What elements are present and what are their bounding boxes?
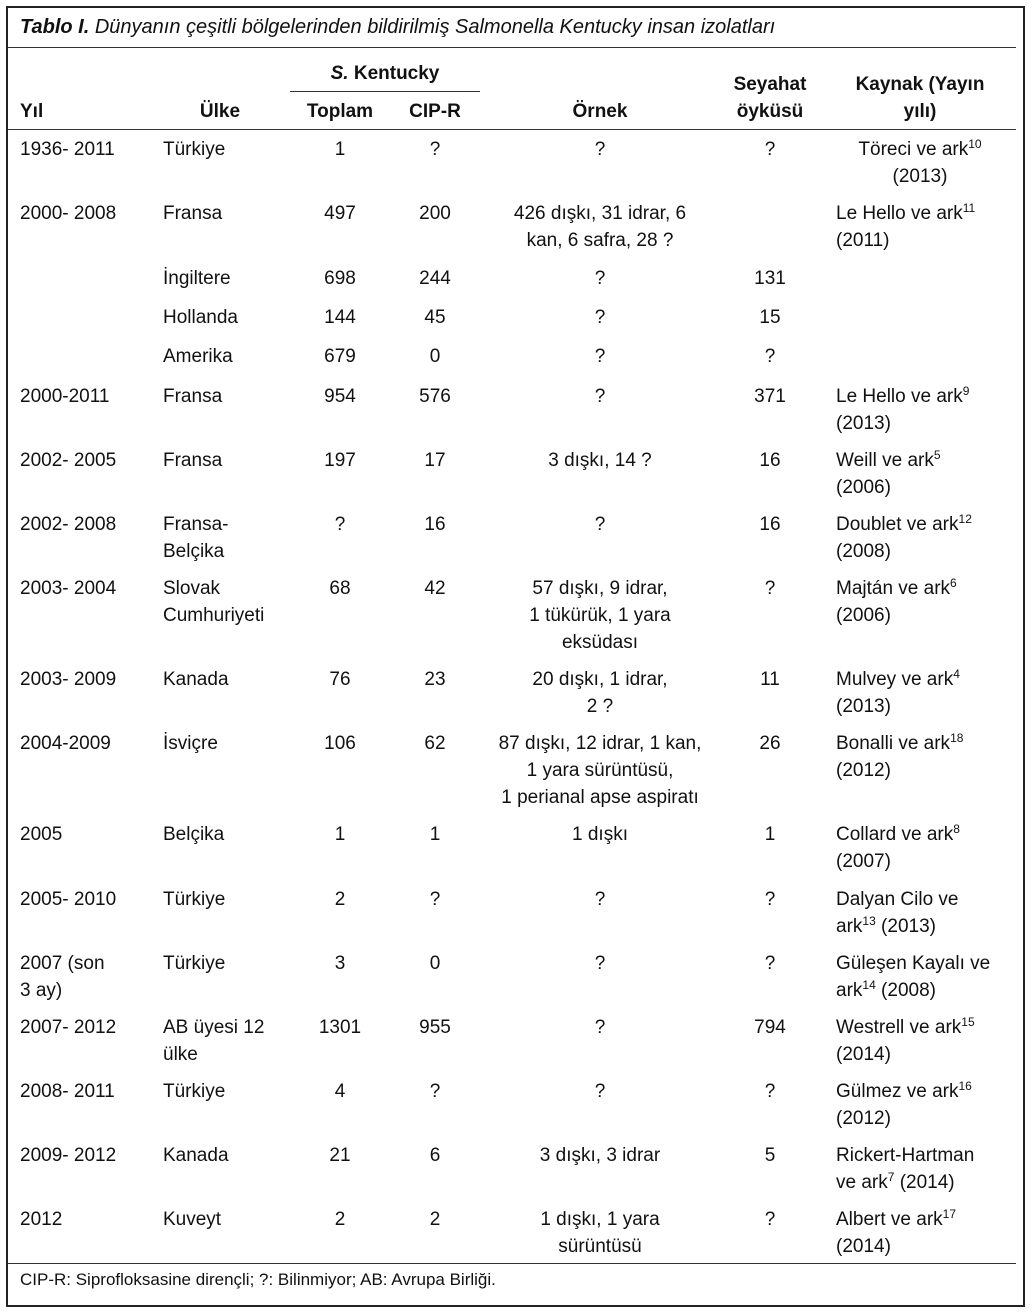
source-year: (2014) bbox=[836, 1044, 891, 1065]
header-s-kentucky: S. Kentucky bbox=[330, 63, 440, 84]
source-ref: 12 bbox=[958, 512, 972, 526]
source-author: Rickert-Hartman ve ark bbox=[836, 1145, 975, 1193]
cell-year: 2000-2011 bbox=[20, 386, 110, 407]
cell-sample: ? bbox=[594, 386, 606, 407]
source-ref: 9 bbox=[962, 384, 970, 398]
cell-total: 1301 bbox=[318, 1017, 362, 1038]
source-ref: 7 bbox=[887, 1170, 895, 1184]
cell-sample: ? bbox=[594, 953, 606, 974]
cell-sample: 426 dışkı, 31 idrar, 6 kan, 6 safra, 28 ? bbox=[513, 203, 687, 251]
cell-source bbox=[836, 730, 1016, 784]
cell-country: Kanada bbox=[163, 669, 229, 690]
cell-country: Hollanda bbox=[163, 307, 238, 328]
cell-country: Slovak Cumhuriyeti bbox=[163, 578, 265, 626]
cell-cipr: 0 bbox=[429, 953, 441, 974]
caption-label: Tablo I. bbox=[20, 16, 90, 38]
cell-total: 3 bbox=[334, 953, 346, 974]
cell-country: Fransa bbox=[163, 203, 223, 224]
cell-total: 698 bbox=[324, 268, 356, 289]
source-ref: 16 bbox=[958, 1079, 972, 1093]
cell-year: 2002- 2008 bbox=[20, 514, 117, 535]
cell-cipr: 200 bbox=[419, 203, 451, 224]
cell-travel: 16 bbox=[759, 514, 781, 535]
source-year: (2012) bbox=[836, 1108, 891, 1129]
cell-source bbox=[836, 886, 1016, 940]
cell-year: 2005 bbox=[20, 824, 63, 845]
source-ref: 8 bbox=[953, 822, 960, 836]
cell-country: Türkiye bbox=[163, 953, 226, 974]
cell-sample: 87 dışkı, 12 idrar, 1 kan, 1 yara sürüntüsü, 1 perianal apse aspiratı bbox=[498, 733, 702, 808]
cell-cipr: 62 bbox=[424, 733, 446, 754]
cell-sample: 57 dışkı, 9 idrar, 1 tükürük, 1 yara eksüdası bbox=[529, 578, 671, 653]
header-total: Toplam bbox=[306, 101, 374, 122]
source-author: Bonalli ve ark bbox=[836, 733, 951, 754]
cell-country: Türkiye bbox=[163, 1081, 226, 1102]
source-ref: 18 bbox=[950, 731, 964, 745]
cell-sample: ? bbox=[594, 268, 606, 289]
source-author: Töreci ve ark bbox=[858, 139, 969, 160]
cell-total: 144 bbox=[324, 307, 356, 328]
source-author: Mulvey ve ark bbox=[836, 669, 954, 690]
cell-total: 954 bbox=[324, 386, 356, 407]
source-year: (2011) bbox=[836, 230, 890, 251]
cell-cipr: 576 bbox=[419, 386, 451, 407]
cell-travel: 15 bbox=[759, 307, 781, 328]
cell-source bbox=[836, 200, 1016, 254]
source-year: (2013) bbox=[892, 166, 948, 187]
cell-travel: ? bbox=[764, 139, 776, 160]
cell-cipr: 17 bbox=[424, 450, 446, 471]
group-underline bbox=[290, 91, 480, 92]
source-ref: 6 bbox=[950, 576, 957, 590]
source-ref: 14 bbox=[862, 978, 876, 992]
source-author: Albert ve ark bbox=[836, 1209, 943, 1230]
caption-rule bbox=[8, 47, 1016, 48]
cell-year: 2007- 2012 bbox=[20, 1017, 117, 1038]
cell-cipr: ? bbox=[429, 139, 441, 160]
cell-sample: 1 dışkı bbox=[572, 824, 628, 845]
source-author: Le Hello ve ark bbox=[836, 386, 963, 407]
cell-sample: 3 dışkı, 3 idrar bbox=[539, 1145, 661, 1166]
cell-year: 2008- 2011 bbox=[20, 1081, 115, 1102]
cell-total: 679 bbox=[324, 346, 356, 367]
source-author: Westrell ve ark bbox=[836, 1017, 962, 1038]
cell-sample: ? bbox=[594, 307, 606, 328]
cell-travel: ? bbox=[764, 1209, 776, 1230]
cell-source bbox=[836, 666, 1016, 720]
cell-source bbox=[836, 1206, 1016, 1260]
cell-year: 2004-2009 bbox=[20, 733, 111, 754]
cell-country: Türkiye bbox=[163, 889, 226, 910]
cell-year: 2007 (son 3 ay) bbox=[20, 953, 105, 1001]
cell-travel: 16 bbox=[759, 450, 781, 471]
cell-cipr: 244 bbox=[419, 268, 451, 289]
source-year: (2008) bbox=[836, 541, 891, 562]
cell-source bbox=[836, 447, 1016, 501]
source-year: (2008) bbox=[875, 980, 936, 1001]
source-author: Güleşen Kayalı ve ark bbox=[836, 953, 991, 1001]
cell-country: Fransa- Belçika bbox=[163, 514, 229, 562]
cell-total: 68 bbox=[329, 578, 351, 599]
cell-total: 1 bbox=[334, 824, 346, 845]
cell-source bbox=[836, 1078, 1016, 1132]
cell-sample: ? bbox=[594, 514, 606, 535]
cell-source bbox=[836, 950, 1016, 1004]
cell-country: İngiltere bbox=[163, 268, 231, 289]
cell-total: 497 bbox=[324, 203, 356, 224]
source-ref: 11 bbox=[962, 201, 976, 215]
cell-source bbox=[836, 821, 1016, 875]
cell-cipr: ? bbox=[429, 1081, 441, 1102]
source-ref: 13 bbox=[862, 914, 876, 928]
cell-country: Kanada bbox=[163, 1145, 229, 1166]
header-year: Yıl bbox=[20, 101, 44, 122]
cell-source bbox=[836, 511, 1016, 565]
source-ref: 17 bbox=[942, 1207, 957, 1221]
source-year: (2013) bbox=[836, 413, 891, 434]
caption-text: Dünyanın çeşitli bölgelerinden bildirilmiş Salmonella Kentucky insan izolatları bbox=[94, 16, 776, 38]
cell-year: 1936- 2011 bbox=[20, 139, 115, 160]
source-author: Majtán ve ark bbox=[836, 578, 951, 599]
cell-cipr: ? bbox=[429, 889, 441, 910]
cell-total: 4 bbox=[334, 1081, 346, 1102]
bottom-rule bbox=[8, 1263, 1016, 1264]
cell-source bbox=[836, 1142, 1016, 1196]
table-caption bbox=[20, 16, 775, 39]
cell-travel: 5 bbox=[764, 1145, 776, 1166]
source-author: Doublet ve ark bbox=[836, 514, 959, 535]
cell-country: Türkiye bbox=[163, 139, 226, 160]
cell-year: 2003- 2004 bbox=[20, 578, 117, 599]
source-author: Collard ve ark bbox=[836, 824, 954, 845]
source-ref: 5 bbox=[933, 448, 941, 462]
cell-year: 2005- 2010 bbox=[20, 889, 117, 910]
cell-sample: ? bbox=[594, 1081, 606, 1102]
header-travel: Seyahat öyküsü bbox=[733, 74, 807, 122]
cell-cipr: 0 bbox=[429, 346, 441, 367]
cell-year: 2003- 2009 bbox=[20, 669, 117, 690]
cell-year: 2000- 2008 bbox=[20, 203, 117, 224]
cell-sample: ? bbox=[594, 889, 606, 910]
cell-year: 2012 bbox=[20, 1209, 63, 1230]
cell-total: 2 bbox=[334, 1209, 346, 1230]
cell-travel: 11 bbox=[760, 669, 780, 690]
source-ref: 4 bbox=[953, 667, 960, 681]
cell-source bbox=[830, 136, 1010, 190]
cell-sample: ? bbox=[594, 346, 606, 367]
header-country: Ülke bbox=[199, 101, 241, 122]
cell-cipr: 2 bbox=[429, 1209, 441, 1230]
cell-cipr: 45 bbox=[424, 307, 446, 328]
cell-sample: ? bbox=[594, 1017, 606, 1038]
header-source: Kaynak (Yayın yılı) bbox=[855, 74, 985, 122]
header-sample: Örnek bbox=[572, 101, 628, 122]
cell-travel: 1 bbox=[764, 824, 776, 845]
source-year: (2012) bbox=[836, 760, 891, 781]
cell-total: 1 bbox=[334, 139, 346, 160]
cell-sample: 1 dışkı, 1 yara sürüntüsü bbox=[540, 1209, 660, 1257]
cell-total: 106 bbox=[324, 733, 356, 754]
cell-cipr: 955 bbox=[419, 1017, 451, 1038]
table-footnote: CIP-R: Siprofloksasine dirençli; ?: Bilinmiyor; AB: Avrupa Birliği. bbox=[20, 1270, 496, 1289]
cell-cipr: 6 bbox=[429, 1145, 441, 1166]
cell-sample: 3 dışkı, 14 ? bbox=[548, 450, 652, 471]
source-year: (2007) bbox=[836, 851, 891, 872]
cell-sample: ? bbox=[594, 139, 606, 160]
cell-total: ? bbox=[334, 514, 346, 535]
cell-country: Fransa bbox=[163, 450, 223, 471]
cell-country: Belçika bbox=[163, 824, 225, 845]
cell-total: 2 bbox=[334, 889, 346, 910]
cell-country: İsviçre bbox=[163, 733, 218, 754]
cell-country: AB üyesi 12 ülke bbox=[163, 1017, 265, 1065]
cell-country: Amerika bbox=[163, 346, 233, 367]
cell-country: Fransa bbox=[163, 386, 223, 407]
cell-cipr: 1 bbox=[429, 824, 441, 845]
header-rule bbox=[8, 129, 1016, 130]
source-year: (2014) bbox=[836, 1236, 891, 1257]
cell-source bbox=[836, 1014, 1016, 1068]
cell-source bbox=[836, 383, 1016, 437]
source-year: (2013) bbox=[836, 696, 891, 717]
cell-travel: ? bbox=[764, 1081, 776, 1102]
source-year: (2006) bbox=[836, 477, 891, 498]
header-cipr: CIP-R bbox=[409, 101, 461, 122]
cell-travel: 26 bbox=[759, 733, 781, 754]
cell-source bbox=[836, 575, 1016, 629]
source-author: Gülmez ve ark bbox=[836, 1081, 959, 1102]
cell-cipr: 23 bbox=[424, 669, 446, 690]
cell-year: 2002- 2005 bbox=[20, 450, 117, 471]
source-year: (2014) bbox=[894, 1172, 955, 1193]
source-year: (2013) bbox=[875, 916, 936, 937]
cell-cipr: 16 bbox=[424, 514, 446, 535]
cell-travel: ? bbox=[764, 346, 776, 367]
cell-travel: ? bbox=[764, 578, 776, 599]
source-author: Weill ve ark bbox=[836, 450, 934, 471]
cell-sample: 20 dışkı, 1 idrar, 2 ? bbox=[532, 669, 668, 717]
source-author: Le Hello ve ark bbox=[836, 203, 963, 224]
cell-travel: 371 bbox=[754, 386, 786, 407]
cell-total: 197 bbox=[324, 450, 356, 471]
cell-travel: ? bbox=[764, 953, 776, 974]
cell-travel: 131 bbox=[754, 268, 786, 289]
source-ref: 15 bbox=[961, 1015, 975, 1029]
cell-travel: 794 bbox=[754, 1017, 786, 1038]
cell-total: 21 bbox=[329, 1145, 351, 1166]
cell-cipr: 42 bbox=[424, 578, 446, 599]
source-author: Dalyan Cilo ve ark bbox=[836, 889, 959, 937]
source-year: (2006) bbox=[836, 605, 891, 626]
cell-year: 2009- 2012 bbox=[20, 1145, 117, 1166]
cell-total: 76 bbox=[329, 669, 351, 690]
source-ref: 10 bbox=[968, 137, 982, 151]
cell-travel: ? bbox=[764, 889, 776, 910]
cell-country: Kuveyt bbox=[163, 1209, 222, 1230]
